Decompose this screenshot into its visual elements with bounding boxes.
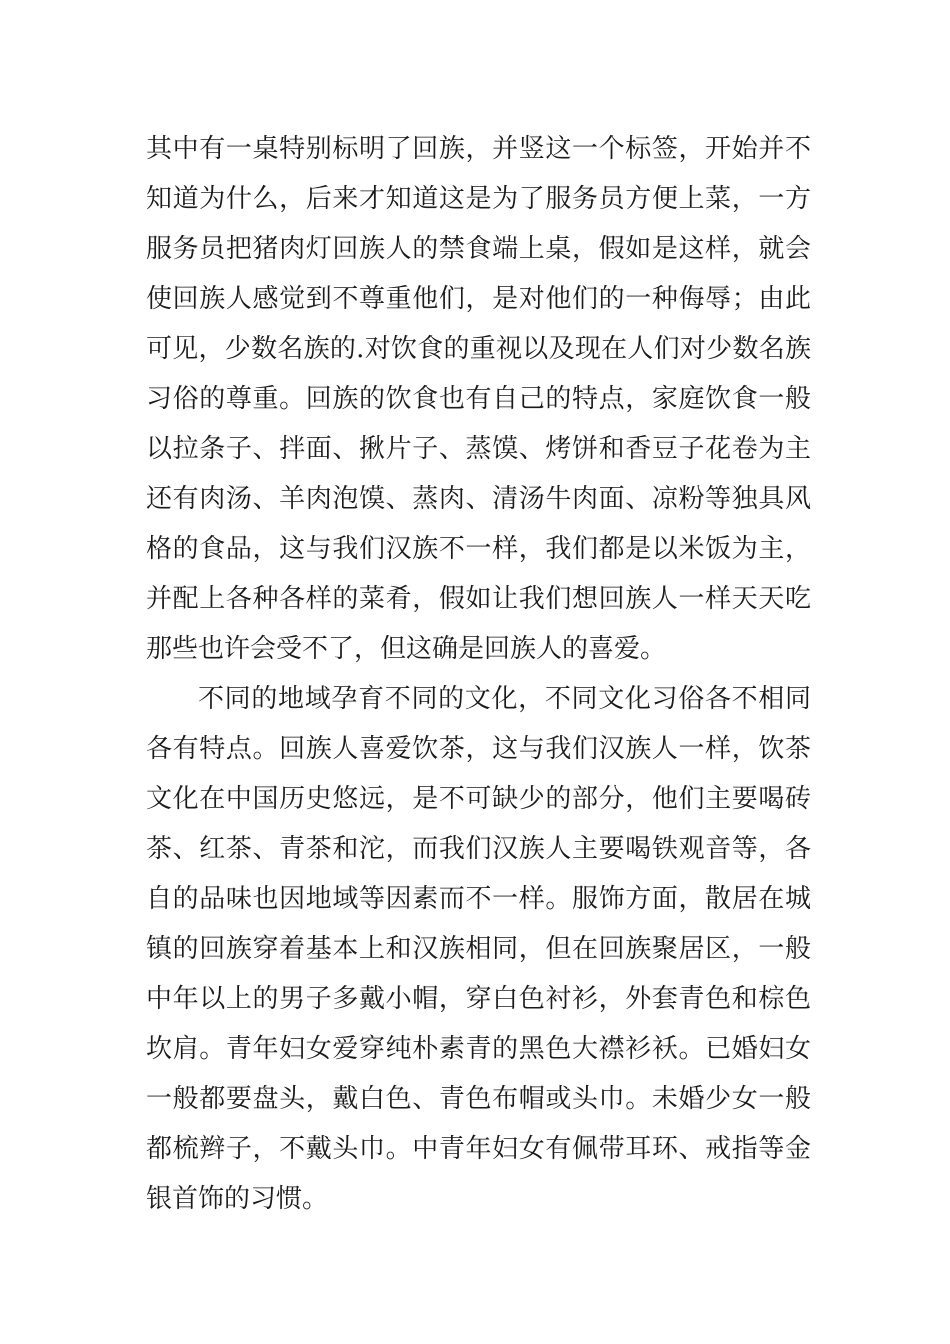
text-line: 服务员把猪肉灯回族人的禁食端上桌，假如是这样，就会 <box>146 234 811 264</box>
text-line: 坎肩。青年妇女爱穿纯朴素青的黑色大襟衫袄。已婚妇女 <box>146 1034 811 1064</box>
paragraph-2 <box>146 674 811 1224</box>
text-line: 茶、红茶、青茶和沱，而我们汉族人主要喝铁观音等，各 <box>146 834 811 864</box>
text-line: 可见，少数名族的.对饮食的重视以及现在人们对少数名族 <box>146 334 811 364</box>
text-line: 都梳辫子，不戴头巾。中青年妇女有佩带耳环、戒指等金 <box>146 1134 811 1164</box>
text-line: 知道为什么，后来才知道这是为了服务员方便上菜，一方 <box>146 184 811 214</box>
text-line: 习俗的尊重。回族的饮食也有自己的特点，家庭饮食一般 <box>146 384 811 414</box>
text-line: 还有肉汤、羊肉泡馍、蒸肉、清汤牛肉面、凉粉等独具风 <box>146 484 811 514</box>
paragraph-1 <box>146 124 811 674</box>
text-line: 文化在中国历史悠远，是不可缺少的部分，他们主要喝砖 <box>146 784 811 814</box>
body-text <box>146 124 811 1224</box>
text-line: 以拉条子、拌面、揪片子、蒸馍、烤饼和香豆子花卷为主 <box>146 434 811 464</box>
text-line: 使回族人感觉到不尊重他们，是对他们的一种侮辱；由此 <box>146 284 811 314</box>
text-line: 镇的回族穿着基本上和汉族相同，但在回族聚居区，一般 <box>146 934 811 964</box>
text-line: 自的品味也因地域等因素而不一样。服饰方面，散居在城 <box>146 884 811 914</box>
text-line: 其中有一桌特别标明了回族，并竖这一个标签，开始并不 <box>146 134 811 164</box>
text-line: 格的食品，这与我们汉族不一样，我们都是以米饭为主， <box>146 534 811 564</box>
text-line: 那些也许会受不了，但这确是回族人的喜爱。 <box>146 634 667 664</box>
text-line: 不同的地域孕育不同的文化，不同文化习俗各不相同 <box>198 684 811 714</box>
text-line: 一般都要盘头，戴白色、青色布帽或头巾。未婚少女一般 <box>146 1084 811 1114</box>
text-line: 银首饰的习惯。 <box>146 1184 329 1214</box>
text-line: 中年以上的男子多戴小帽，穿白色衬衫，外套青色和棕色 <box>146 984 811 1014</box>
text-line: 各有特点。回族人喜爱饮茶，这与我们汉族人一样，饮茶 <box>146 734 811 764</box>
text-line: 并配上各种各样的菜肴，假如让我们想回族人一样天天吃 <box>146 584 811 614</box>
